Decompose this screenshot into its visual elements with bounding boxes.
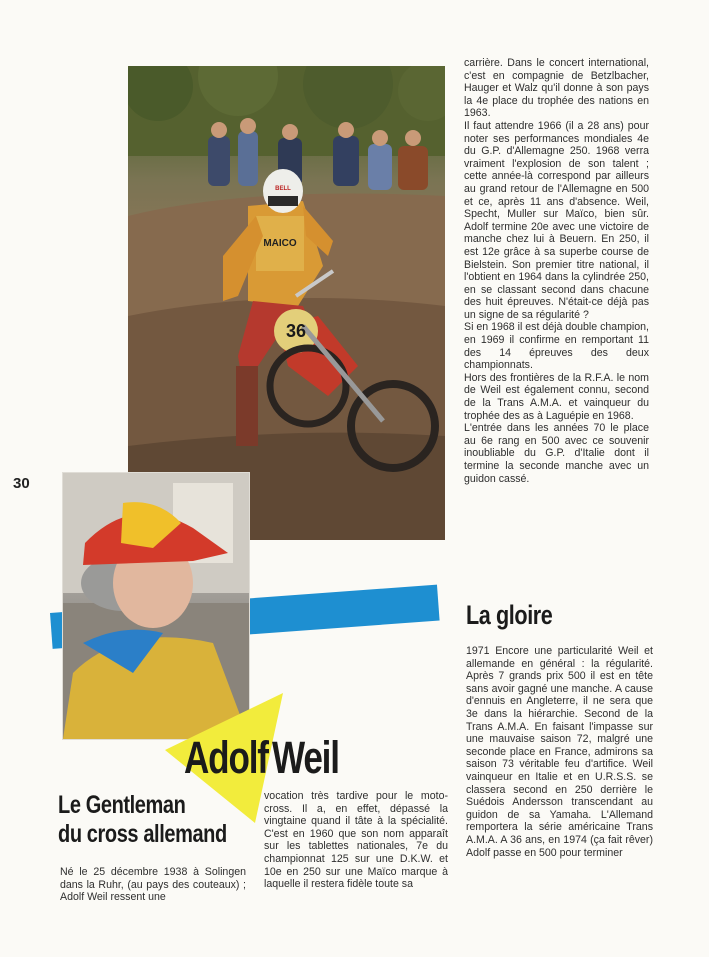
helmet-text: BELL bbox=[275, 186, 291, 192]
text-column-right-bottom: 1971 Encore une particularité Weil et allemande en général : la régularité. Après 7 grands prix 500 il est en tête sans avoir gagné une manche. A cause d'ennuis en Angleterre, il ne sera que 3e dans la hiérarchie. Second de la Trans A.M.A. En faisant l'impasse sur une mauvaise saison 72, malgré une seconde place en France, admirons sa saison 73 véritable feu d'artifice. Weil vainqueur en Italie et en U.R.S.S. se classera second en 250 derrière le Suédois Andersson transcendant au guidon de sa Yamaha. L'Allemand remportera la série américaine Trans A.M.A. A 36 ans, en 1974 (ça fait rêver) Adolf passe en 500 pour terminer bbox=[466, 645, 653, 859]
jersey-text: MAICO bbox=[263, 238, 297, 249]
motocross-photo bbox=[128, 66, 445, 540]
name-first: Adolf bbox=[184, 732, 268, 783]
article-subtitle: Le Gentleman du cross allemand bbox=[58, 791, 227, 848]
motocross-illustration bbox=[128, 66, 445, 540]
page-number: 30 bbox=[13, 475, 30, 492]
section-heading: La gloire bbox=[466, 600, 553, 630]
text-column-left: Né le 25 décembre 1938 à Solingen dans la Ruhr, (au pays des couteaux) ; Adolf Weil ressent une bbox=[60, 866, 246, 904]
race-number: 36 bbox=[285, 321, 307, 341]
text-column-middle: vocation très tardive pour le moto-cross. Il a, en effet, dépassé la vingtaine quand il tâte à la spécialité. C'est en 1960 que son nom apparaît sur les tablettes nationales, 7e du championnat 125 sur une D.K.W. et 10e en 250 sur une Maïco marque à laquelle il restera fidèle toute sa bbox=[264, 790, 448, 891]
name-last: Weil bbox=[272, 732, 339, 783]
text-column-right-top: carrière. Dans le concert international, c'est en compagnie de Betzlbacher, Hauger et Walz qu'il donne à son pays la 4e place du trophée des nations en 1963. Il faut attendre 1966 (il a 28 ans) pour noter ses performances mondiales 4e du G.P. d'Allemagne 250. 1968 verra vraiment l'explosion de son talent ; cette année-là correspond par ailleurs au grand retour de l'Allemagne en 500 et ce, après 11 ans d'absence. Weil, Specht, Muller sur Maïco, bien sûr. Adolf termine 20e avec une victoire de manche chez lui à Beuern. En 250, il est 12e grâce à sa superbe course de Bielstein. Son premier titre national, il l'obtient en 1964 dans la cylindrée 250, en se classant second dans chacune des huit épreuves. N'était-ce déjà pas un signe de sa régularité ? Si en 1968 il est déjà double champion, en 1969 il confirme en remportant 11 des 14 épreuves des deux championnats. Hors des frontières de la R.F.A. le nom de Weil est également connu, second de la Trans A.M.A. et vainqueur du trophée des as à Laguépie en 1968. L'entrée dans les années 70 le place au 6e rang en 500 avec ce souvenir inoubliable du G.P. d'Italie dont il termine la seconde manche avec un guidon cassé. bbox=[464, 57, 649, 485]
